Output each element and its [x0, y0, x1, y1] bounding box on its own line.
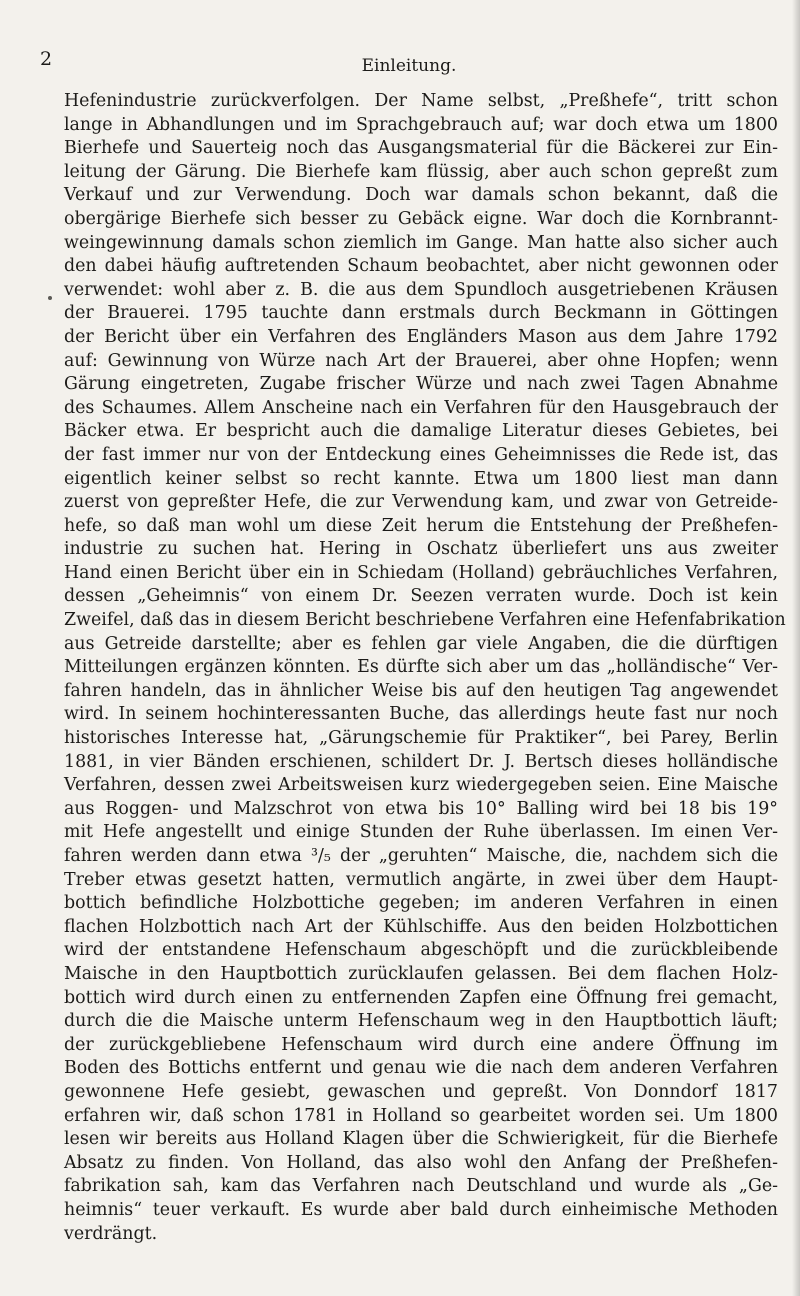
- text-line: erfahren wir, daß schon 1781 in Holland so gearbeitet worden sei. Um 1800: [64, 1105, 778, 1126]
- text-line: Bäcker etwa. Er bespricht auch die damalige Literatur dieses Gebietes, bei: [64, 421, 778, 442]
- text-line: Zweifel, daß das in diesem Bericht beschriebene Verfahren eine Hefenfabrikation: [64, 610, 786, 631]
- text-line: mit Hefe angestellt und einige Stunden der Ruhe überlassen. Im einen Ver-: [64, 822, 778, 843]
- text-line: Gärung eingetreten, Zugabe frischer Würze und nach zwei Tagen Abnahme: [64, 374, 778, 395]
- text-line: gewonnene Hefe gesiebt, gewaschen und gepreßt. Von Donndorf 1817: [64, 1081, 778, 1102]
- text-line: leitung der Gärung. Die Bierhefe kam flüssig, aber auch schon gepreßt zum: [64, 161, 778, 182]
- text-line: wird der entstandene Hefenschaum abgeschöpft und die zurückbleibende: [64, 940, 778, 961]
- text-line: den dabei häufig auftretenden Schaum beobachtet, aber nicht gewonnen oder: [64, 256, 778, 277]
- text-line: flachen Holzbottich nach Art der Kühlschiffe. Aus den beiden Holzbottichen: [64, 916, 778, 937]
- text-line: Verfahren, dessen zwei Arbeitsweisen kurz wiedergegeben seien. Eine Maische: [64, 775, 778, 796]
- margin-mark: [48, 296, 52, 300]
- text-line: Boden des Bottichs entfernt und genau wie die nach dem anderen Verfahren: [64, 1058, 778, 1079]
- text-line: fahren handeln, das in ähnlicher Weise bis auf den heutigen Tag angewendet: [64, 680, 778, 701]
- text-line: lesen wir bereits aus Holland Klagen über die Schwierigkeit, für die Bierhefe: [64, 1129, 778, 1150]
- running-header: Einleitung.: [361, 56, 457, 76]
- text-line: wird. In seinem hochinteressanten Buche, das allerdings heute fast nur noch: [64, 704, 778, 725]
- text-line: bottich wird durch einen zu entfernenden Zapfen eine Öffnung frei gemacht,: [64, 987, 778, 1008]
- text-line: 1881, in vier Bänden erschienen, schildert Dr. J. Bertsch dieses holländische: [64, 751, 778, 772]
- text-line: obergärige Bierhefe sich besser zu Gebäck eigne. War doch die Kornbrannt-: [64, 208, 778, 229]
- text-line: aus Roggen- und Malzschrot von etwa bis 10° Balling wird bei 18 bis 19°: [64, 798, 778, 819]
- text-line: verdrängt.: [64, 1223, 158, 1244]
- text-line: durch die die Maische unterm Hefenschaum weg in den Hauptbottich läuft;: [64, 1011, 778, 1032]
- text-line: lange in Abhandlungen und im Sprachgebrauch auf; war doch etwa um 1800: [64, 114, 778, 135]
- text-line: heimnis“ teuer verkauft. Es wurde aber bald durch einheimische Methoden: [64, 1199, 778, 1220]
- body-text: [64, 90, 786, 1246]
- text-line: Mitteilungen ergänzen könnten. Es dürfte sich aber um das „holländische“ Ver-: [64, 657, 778, 678]
- text-line: industrie zu suchen hat. Hering in Oschatz überliefert uns aus zweiter: [64, 539, 778, 560]
- page-edge-shadow: [792, 0, 800, 1296]
- text-line: Hand einen Bericht über ein in Schiedam (Holland) gebräuchliches Verfahren,: [64, 562, 778, 583]
- text-line: weingewinnung damals schon ziemlich im Gange. Man hatte also sicher auch: [64, 232, 778, 253]
- text-line: der Brauerei. 1795 tauchte dann erstmals durch Beckmann in Göttingen: [64, 303, 778, 324]
- text-line: dessen „Geheimnis“ von einem Dr. Seezen verraten wurde. Doch ist kein: [64, 586, 778, 607]
- text-line: der fast immer nur von der Entdeckung eines Geheimnisses die Rede ist, das: [64, 444, 778, 465]
- text-line: fahren werden dann etwa ³/₅ der „geruhten“ Maische, die, nachdem sich die: [64, 846, 778, 866]
- text-line: eigentlich keiner selbst so recht kannte. Etwa um 1800 liest man dann: [64, 468, 778, 489]
- text-line: der zurückgebliebene Hefenschaum wird durch eine andere Öffnung im: [64, 1034, 778, 1055]
- text-line: Maische in den Hauptbottich zurücklaufen gelassen. Bei dem flachen Holz-: [64, 963, 778, 984]
- text-line: der Bericht über ein Verfahren des Engländers Mason aus dem Jahre 1792: [64, 326, 778, 347]
- text-line: historisches Interesse hat, „Gärungschemie für Praktiker“, bei Parey, Berlin: [64, 728, 778, 749]
- text-line: Bierhefe und Sauerteig noch das Ausgangsmaterial für die Bäckerei zur Ein-: [64, 138, 778, 159]
- text-line: bottich befindliche Holzbottiche gegeben; im anderen Verfahren in einen: [64, 893, 778, 914]
- text-line: hefe, so daß man wohl um diese Zeit herum die Entstehung der Preßhefen-: [64, 515, 778, 536]
- text-line: Hefenindustrie zurückverfolgen. Der Name selbst, „Preßhefe“, tritt schon: [64, 91, 778, 111]
- page-number: 2: [40, 48, 53, 70]
- text-line: des Schaumes. Allem Anscheine nach ein Verfahren für den Hausgebrauch der: [64, 397, 778, 418]
- text-line: verwendet: wohl aber z. B. die aus dem Spundloch ausgetriebenen Kräusen: [64, 279, 778, 300]
- text-line: zuerst von gepreßter Hefe, die zur Verwendung kam, und zwar von Getreide-: [64, 492, 778, 513]
- text-line: Verkauf und zur Verwendung. Doch war damals schon bekannt, daß die: [64, 185, 778, 206]
- text-line: aus Getreide darstellte; aber es fehlen gar viele Angaben, die die dürftigen: [64, 633, 778, 654]
- text-line: fabrikation sah, kam das Verfahren nach Deutschland und wurde als „Ge-: [64, 1176, 778, 1197]
- text-line: auf: Gewinnung von Würze nach Art der Brauerei, aber ohne Hopfen; wenn: [64, 350, 778, 371]
- text-line: Absatz zu finden. Von Holland, das also wohl den Anfang der Preßhefen-: [64, 1152, 778, 1173]
- text-line: Treber etwas gesetzt hatten, vermutlich angärte, in zwei über dem Haupt-: [64, 869, 778, 890]
